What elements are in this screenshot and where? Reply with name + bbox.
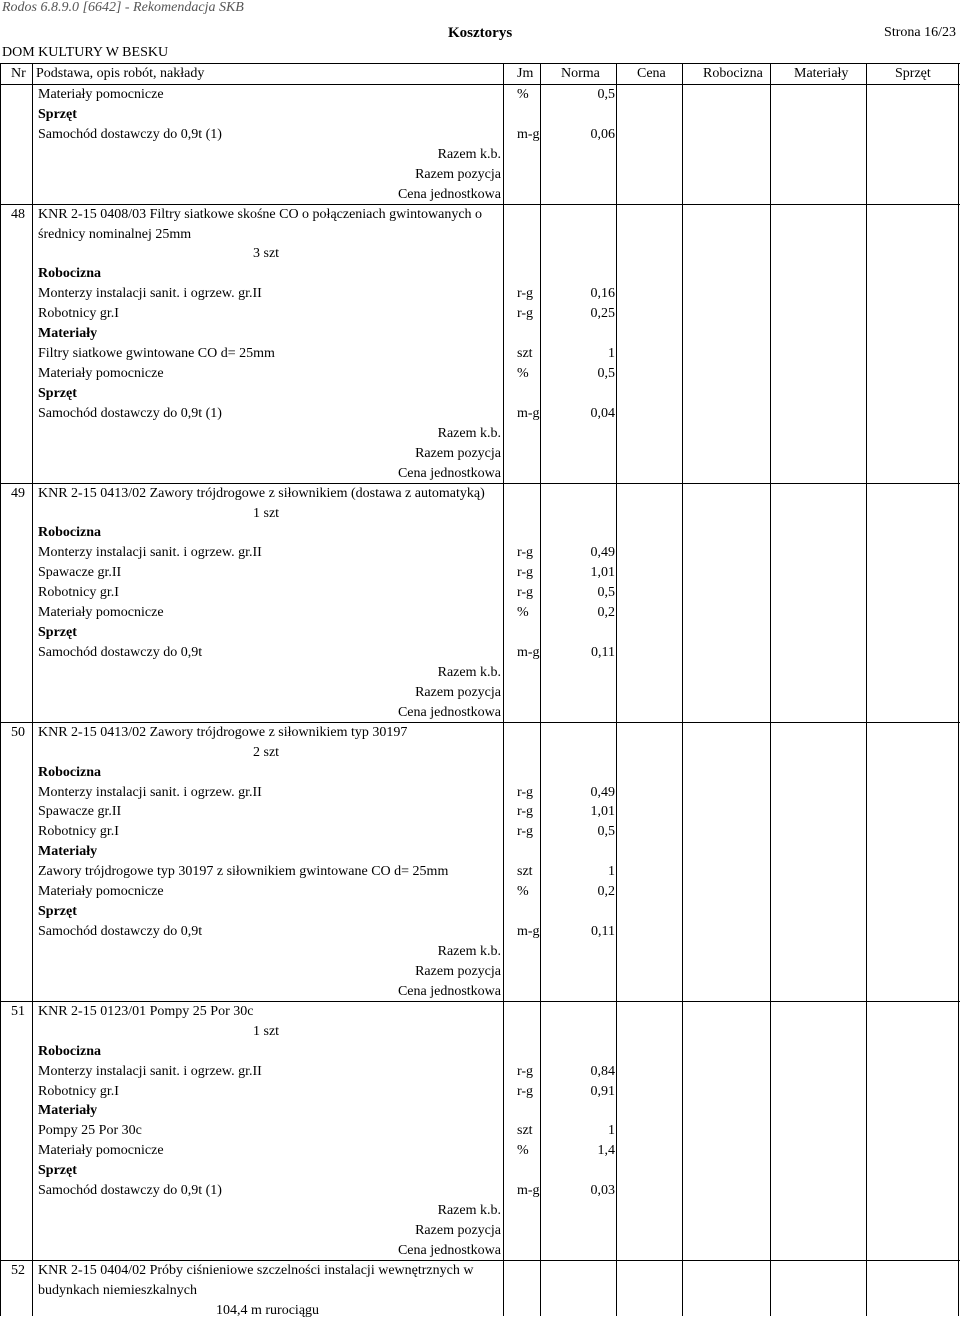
norm-cell: 0,2: [597, 884, 615, 899]
unit-cell: m-g: [517, 406, 540, 421]
grid-line: [503, 63, 504, 1316]
norm-cell: 0,03: [590, 1183, 615, 1198]
summary-label: Razem pozycja: [415, 685, 501, 700]
unit-cell: m-g: [517, 127, 540, 142]
summary-label: Razem k.b.: [437, 944, 501, 959]
resource-label: Samochód dostawczy do 0,9t (1): [38, 406, 222, 421]
norm-cell: 1: [608, 864, 615, 879]
resource-label: Monterzy instalacji sanit. i ogrzew. gr.II: [38, 785, 262, 800]
summary-label: Razem k.b.: [437, 426, 501, 441]
norm-cell: 0,5: [597, 585, 615, 600]
summary-label: Razem k.b.: [437, 147, 501, 162]
summary-label: Cena jednostkowa: [397, 187, 501, 202]
grid-line: [540, 63, 541, 1316]
resource-label: Robotnicy gr.I: [38, 1084, 119, 1099]
resource-label: Materiały pomocnicze: [38, 87, 164, 102]
column-header-1: Podstawa, opis robót, nakłady: [36, 66, 205, 81]
position-number: 49: [11, 486, 25, 501]
resource-label: Materiały pomocnicze: [38, 884, 164, 899]
section-label: Robocizna: [38, 266, 101, 281]
resource-label: Pompy 25 Por 30c: [38, 1123, 142, 1138]
resource-label: Materiały pomocnicze: [38, 605, 164, 620]
norm-cell: 0,5: [597, 87, 615, 102]
unit-cell: szt: [517, 864, 533, 879]
grid-line: [866, 63, 867, 1316]
position-quantity: 2 szt: [253, 745, 280, 760]
unit-cell: r-g: [517, 306, 534, 321]
resource-label: Robotnicy gr.I: [38, 585, 119, 600]
column-header-0: Nr: [11, 66, 26, 81]
grid-line: [32, 63, 33, 1316]
resource-label: Monterzy instalacji sanit. i ogrzew. gr.II: [38, 545, 262, 560]
section-label: Sprzęt: [38, 625, 77, 640]
column-header-6: Materiały: [794, 66, 849, 81]
norm-cell: 1: [608, 346, 615, 361]
resource-label: Samochód dostawczy do 0,9t (1): [38, 127, 222, 142]
norm-cell: 0,5: [597, 824, 615, 839]
position-description-cont: średnicy nominalnej 25mm: [38, 227, 192, 242]
norm-cell: 1: [608, 1123, 615, 1138]
unit-cell: %: [517, 366, 529, 381]
summary-label: Razem pozycja: [415, 1223, 501, 1238]
column-header-3: Norma: [561, 66, 600, 81]
summary-label: Razem pozycja: [415, 446, 501, 461]
resource-label: Robotnicy gr.I: [38, 306, 119, 321]
resource-label: Materiały pomocnicze: [38, 1143, 164, 1158]
table-top-border: [0, 63, 960, 64]
position-separator: [0, 204, 960, 205]
norm-cell: 0,11: [591, 645, 615, 660]
position-description: KNR 2-15 0413/02 Zawory trójdrogowe z siłownikiem typ 30197: [38, 725, 408, 740]
position-separator: [0, 1001, 960, 1002]
resource-label: Materiały pomocnicze: [38, 366, 164, 381]
resource-label: Monterzy instalacji sanit. i ogrzew. gr.II: [38, 1064, 262, 1079]
unit-cell: r-g: [517, 1064, 534, 1079]
unit-cell: %: [517, 87, 529, 102]
grid-line: [0, 63, 1, 1316]
section-label: Robocizna: [38, 525, 101, 540]
column-header-2: Jm: [517, 66, 534, 81]
norm-cell: 0,06: [590, 127, 615, 142]
section-label: Robocizna: [38, 1044, 101, 1059]
grid-line: [682, 63, 683, 1316]
unit-cell: r-g: [517, 785, 534, 800]
position-quantity: 3 szt: [253, 246, 280, 261]
client-name: DOM KULTURY W BESKU: [2, 45, 169, 60]
resource-label: Samochód dostawczy do 0,9t (1): [38, 1183, 222, 1198]
resource-label: Filtry siatkowe gwintowane CO d= 25mm: [38, 346, 275, 361]
norm-cell: 0,49: [590, 785, 615, 800]
unit-cell: r-g: [517, 545, 534, 560]
document-title: Kosztorys: [448, 25, 513, 41]
unit-cell: %: [517, 884, 529, 899]
summary-label: Razem k.b.: [437, 665, 501, 680]
software-label: Rodos 6.8.9.0 [6642] - Rekomendacja SKB: [2, 0, 244, 15]
unit-cell: m-g: [517, 1183, 540, 1198]
unit-cell: r-g: [517, 585, 534, 600]
section-label: Sprzęt: [38, 386, 77, 401]
position-description: KNR 2-15 0413/02 Zawory trójdrogowe z siłownikiem (dostawa z automatyką): [38, 486, 485, 501]
norm-cell: 1,4: [597, 1143, 615, 1158]
position-quantity: 104,4 m rurociągu: [216, 1303, 320, 1318]
section-label: Robocizna: [38, 765, 101, 780]
norm-cell: 0,91: [590, 1084, 615, 1099]
norm-cell: 0,84: [590, 1064, 615, 1079]
unit-cell: szt: [517, 1123, 533, 1138]
unit-cell: %: [517, 1143, 529, 1158]
section-label: Sprzęt: [38, 904, 77, 919]
norm-cell: 0,5: [597, 366, 615, 381]
resource-label: Robotnicy gr.I: [38, 824, 119, 839]
position-description: KNR 2-15 0404/02 Próby ciśnieniowe szczelności instalacji wewnętrznych w: [38, 1263, 474, 1278]
resource-label: Spawacze gr.II: [38, 565, 122, 580]
header-bottom-border: [0, 84, 960, 85]
summary-label: Razem k.b.: [437, 1203, 501, 1218]
section-label: Sprzęt: [38, 1163, 77, 1178]
section-label: Materiały: [38, 1103, 98, 1118]
page-number: Strona 16/23: [884, 25, 956, 40]
position-quantity: 1 szt: [253, 1024, 280, 1039]
grid-line: [958, 63, 959, 1316]
position-number: 51: [11, 1004, 25, 1019]
unit-cell: %: [517, 605, 529, 620]
unit-cell: m-g: [517, 645, 540, 660]
norm-cell: 0,49: [590, 545, 615, 560]
section-label: Materiały: [38, 844, 98, 859]
position-description-cont: budynkach niemieszkalnych: [38, 1283, 198, 1298]
column-header-4: Cena: [637, 66, 666, 81]
norm-cell: 0,16: [590, 286, 615, 301]
position-number: 50: [11, 725, 25, 740]
summary-label: Razem pozycja: [415, 964, 501, 979]
section-label: Sprzęt: [38, 107, 77, 122]
position-quantity: 1 szt: [253, 506, 280, 521]
position-separator: [0, 722, 960, 723]
position-separator: [0, 1260, 960, 1261]
summary-label: Cena jednostkowa: [397, 705, 501, 720]
norm-cell: 0,25: [590, 306, 615, 321]
norm-cell: 1,01: [590, 565, 615, 580]
norm-cell: 0,2: [597, 605, 615, 620]
grid-line: [616, 63, 617, 1316]
position-number: 52: [11, 1263, 25, 1278]
unit-cell: r-g: [517, 824, 534, 839]
unit-cell: r-g: [517, 1084, 534, 1099]
position-number: 48: [11, 207, 25, 222]
norm-cell: 1,01: [590, 804, 615, 819]
resource-label: Samochód dostawczy do 0,9t: [38, 924, 203, 939]
column-header-7: Sprzęt: [895, 66, 931, 81]
norm-cell: 0,11: [591, 924, 615, 939]
norm-cell: 0,04: [590, 406, 615, 421]
resource-label: Monterzy instalacji sanit. i ogrzew. gr.II: [38, 286, 262, 301]
position-description: KNR 2-15 0408/03 Filtry siatkowe skośne CO o połączeniach gwintowanych o: [38, 207, 483, 222]
position-description: KNR 2-15 0123/01 Pompy 25 Por 30c: [38, 1004, 254, 1019]
section-label: Materiały: [38, 326, 98, 341]
unit-cell: r-g: [517, 804, 534, 819]
summary-label: Razem pozycja: [415, 167, 501, 182]
resource-label: Samochód dostawczy do 0,9t: [38, 645, 203, 660]
position-separator: [0, 483, 960, 484]
resource-label: Zawory trójdrogowe typ 30197 z siłownikiem gwintowane CO d= 25mm: [38, 864, 449, 879]
unit-cell: szt: [517, 346, 533, 361]
column-header-5: Robocizna: [703, 66, 763, 81]
grid-line: [770, 63, 771, 1316]
unit-cell: r-g: [517, 286, 534, 301]
unit-cell: m-g: [517, 924, 540, 939]
unit-cell: r-g: [517, 565, 534, 580]
resource-label: Spawacze gr.II: [38, 804, 122, 819]
summary-label: Cena jednostkowa: [397, 466, 501, 481]
summary-label: Cena jednostkowa: [397, 1243, 501, 1258]
summary-label: Cena jednostkowa: [397, 984, 501, 999]
